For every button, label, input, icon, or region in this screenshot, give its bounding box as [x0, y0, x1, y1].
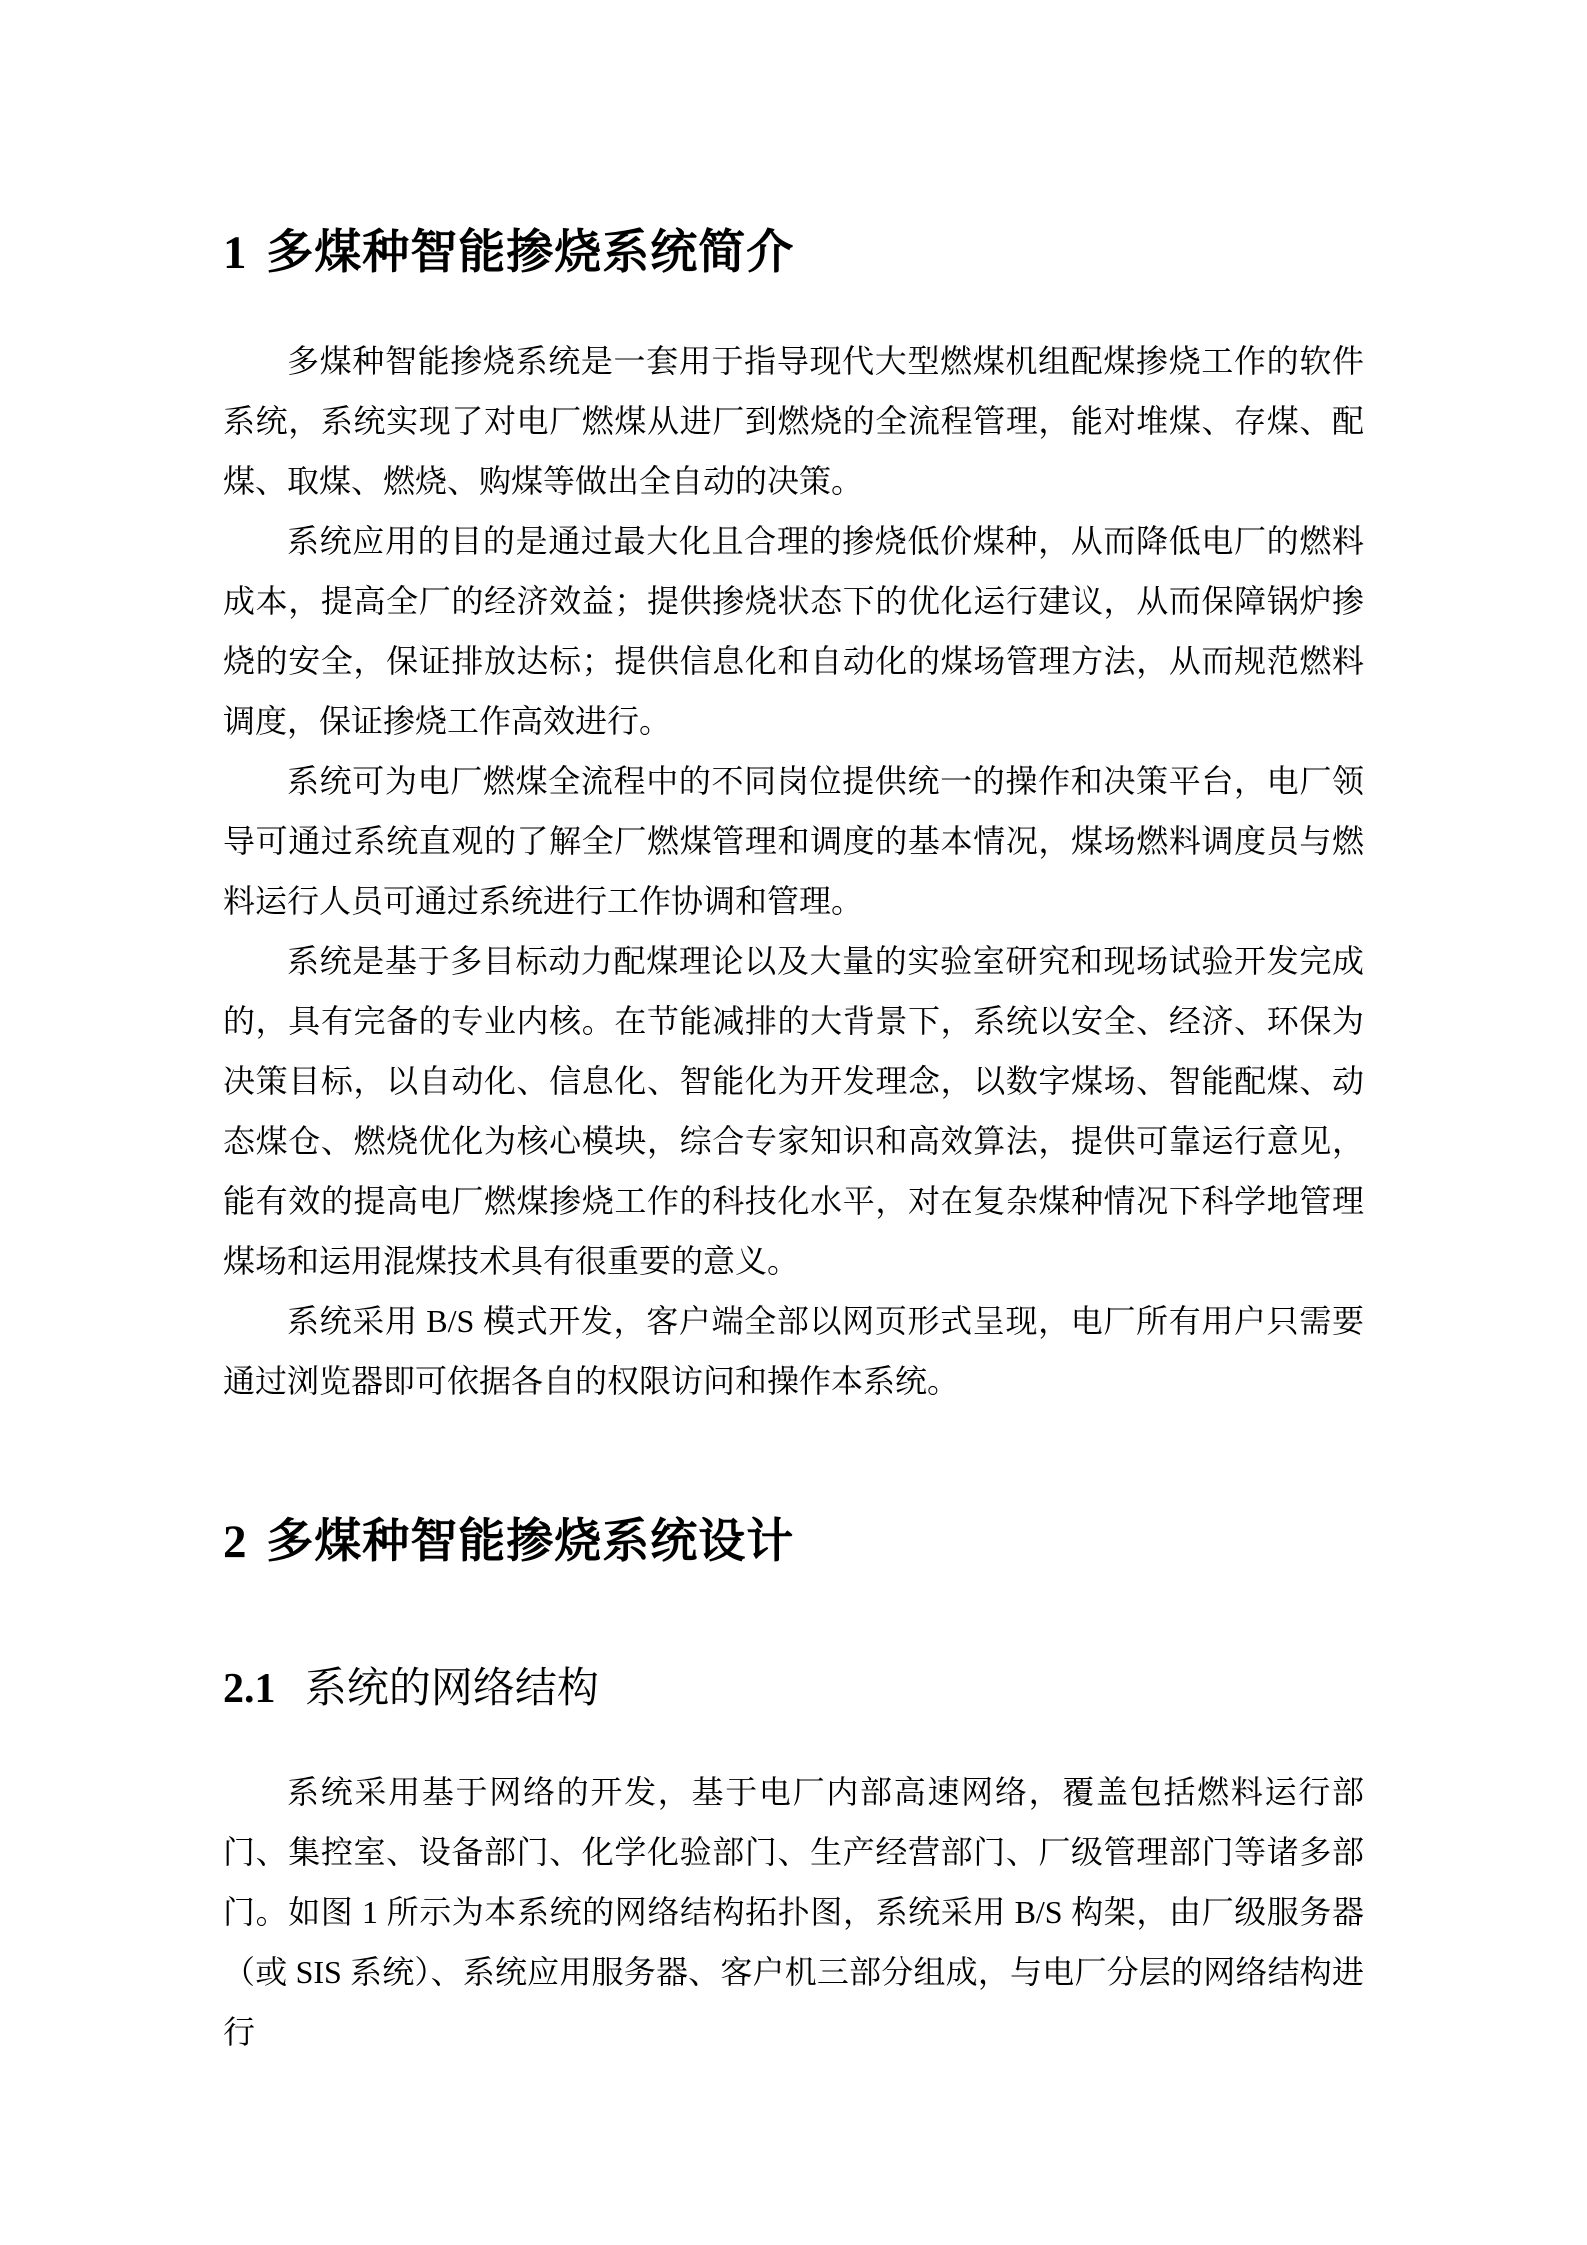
paragraph-6: 系统采用基于网络的开发，基于电厂内部高速网络，覆盖包括燃料运行部门、集控室、设备部门、化学化验部门、生产经营部门、厂级管理部门等诸多部门。如图 1 所示为本系统的网络结构拓扑图，系统采用 B/S 构架，由厂级服务器（或 SIS 系统）、系统应用服务器、客户机三部分组成，与电厂分层的网络结构进行: [223, 1774, 1364, 2050]
section-1-number: 1: [223, 227, 248, 279]
section-2-heading: [223, 1511, 1364, 1572]
section-2-title: 多煤种智能掺烧系统设计: [266, 1514, 795, 1567]
paragraph-3: 系统可为电厂燃煤全流程中的不同岗位提供统一的操作和决策平台，电厂领导可通过系统直观的了解全厂燃煤管理和调度的基本情况，煤场燃料调度员与燃料运行人员可通过系统进行工作协调和管理。: [223, 763, 1364, 919]
paragraph-2: 系统应用的目的是通过最大化且合理的掺烧低价煤种，从而降低电厂的燃料成本，提高全厂的经济效益；提供掺烧状态下的优化运行建议，从而保障锅炉掺烧的安全，保证排放达标；提供信息化和自动化的煤场管理方法，从而规范燃料调度，保证掺烧工作高效进行。: [223, 523, 1364, 739]
section-2-number: 2: [223, 1516, 248, 1568]
section-2-1-heading: [223, 1660, 1364, 1718]
section-1-heading: [223, 222, 1364, 283]
section-2-1-title: 系统的网络结构: [304, 1666, 599, 1712]
section-2-1-number: 2.1: [223, 1666, 276, 1712]
section-1-title: 多煤种智能掺烧系统简介: [266, 225, 795, 278]
paragraph-5: 系统采用 B/S 模式开发，客户端全部以网页形式呈现，电厂所有用户只需要通过浏览器即可依据各自的权限访问和操作本系统。: [223, 1303, 1364, 1399]
paragraph-1: 多煤种智能掺烧系统是一套用于指导现代大型燃煤机组配煤掺烧工作的软件系统，系统实现了对电厂燃煤从进厂到燃烧的全流程管理，能对堆煤、存煤、配煤、取煤、燃烧、购煤等做出全自动的决策。: [223, 343, 1364, 499]
paragraph-4: 系统是基于多目标动力配煤理论以及大量的实验室研究和现场试验开发完成的，具有完备的专业内核。在节能减排的大背景下，系统以安全、经济、环保为决策目标，以自动化、信息化、智能化为开发理念，以数字煤场、智能配煤、动态煤仓、燃烧优化为核心模块，综合专家知识和高效算法，提供可靠运行意见，能有效的提高电厂燃煤掺烧工作的科技化水平，对在复杂煤种情况下科学地管理煤场和运用混煤技术具有很重要的意义。: [223, 943, 1364, 1279]
